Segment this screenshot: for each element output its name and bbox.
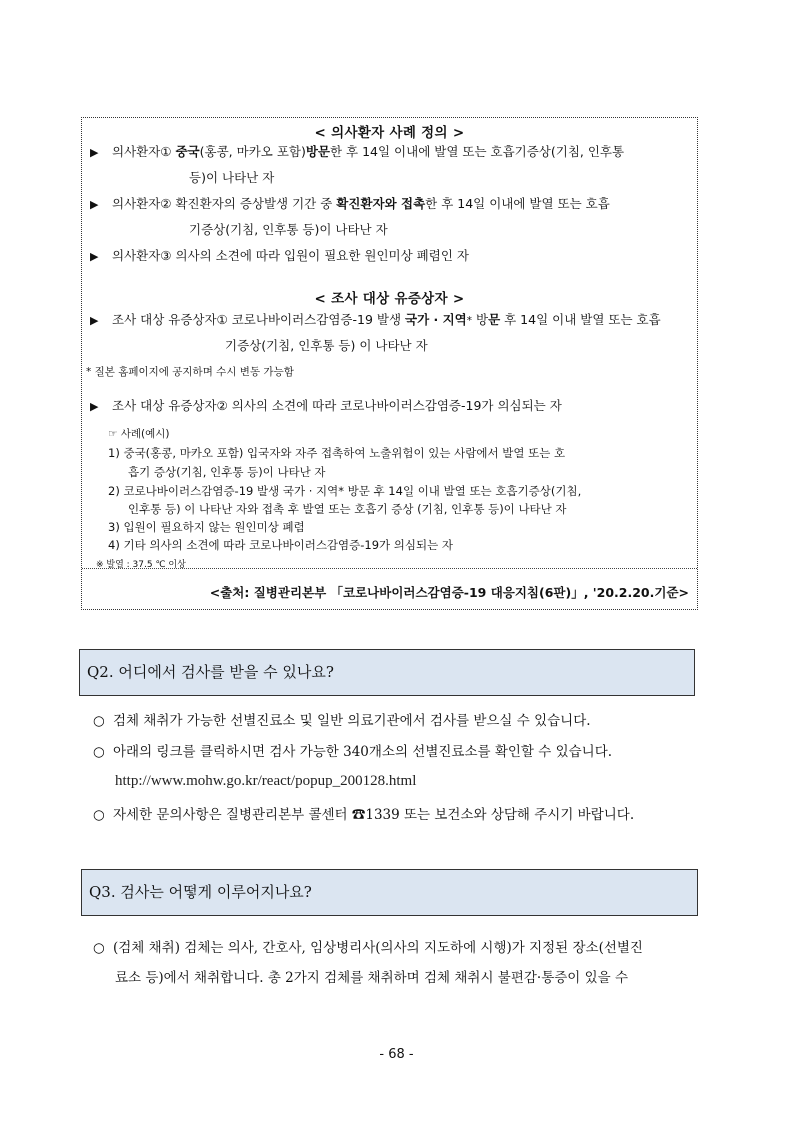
definition-item-3: ▶ 의사환자③ 의사의 소견에 따라 입원이 필요한 원인미상 폐렴인 자 <box>90 248 469 263</box>
definition-item-2-cont: 기증상(기침, 인후통 등)이 나타난 자 <box>189 222 388 237</box>
q2-answer-3: ○ 자세한 문의사항은 질병관리본부 콜센터 ☎1339 또는 보건소와 상담해 주시기 바랍니다. <box>93 807 635 823</box>
q3-answer-1-cont: 료소 등)에서 채취합니다. 총 2가지 검체를 채취하며 검체 채취시 불편감·통증이 있을 수 <box>115 970 629 986</box>
section-title-suspected: < 의사환자 사례 정의 > <box>314 125 465 141</box>
homepage-note: * 질본 홈페이지에 공지하며 수시 변동 가능함 <box>86 366 294 378</box>
circle-bullet-icon: ○ <box>93 807 105 823</box>
example-1: 1) 중국(홍콩, 마카오 포함) 입국자와 자주 접촉하여 노출위험이 있는 사람에서 발열 또는 호 <box>108 446 566 460</box>
circle-bullet-icon: ○ <box>93 713 105 729</box>
definition-item-1: ▶ 의사환자① 중국(홍콩, 마카오 포함)방문한 후 14일 이내에 발열 또는 호흡기증상(기침, 인후통 <box>90 144 625 159</box>
symptomatic-item-1: ▶ 조사 대상 유증상자① 코로나바이러스감염증-19 발생 국가 · 지역* 방문 후 14일 이내 발열 또는 호흡 <box>90 312 661 327</box>
source-citation: <출처: 질병관리본부 「코로나바이러스감염증-19 대응지침(6판)」, '20.2.20.기준> <box>209 585 689 600</box>
example-heading: ☞ 사례(예시) <box>108 428 170 440</box>
question-box-q3: Q3. 검사는 어떻게 이루어지나요? <box>81 869 698 916</box>
symptomatic-item-2: ▶ 조사 대상 유증상자② 의사의 소견에 따라 코로나바이러스감염증-19가 의심되는 자 <box>90 398 562 413</box>
definition-item-1-cont: 등)이 나타난 자 <box>189 170 275 185</box>
question-box-q2: Q2. 어디에서 검사를 받을 수 있나요? <box>79 649 695 696</box>
q2-answer-1: ○ 검체 채취가 가능한 선별진료소 및 일반 의료기관에서 검사를 받으실 수 있습니다. <box>93 713 591 729</box>
fever-note: ※ 발열 : 37.5 ℃ 이상 <box>96 560 186 570</box>
symptomatic-item-1-cont: 기증상(기침, 인후통 등) 이 나타난 자 <box>225 338 428 353</box>
page-number: - 68 - <box>379 1047 414 1062</box>
triangle-bullet-icon: ▶ <box>90 400 99 413</box>
example-1-cont: 흡기 증상(기침, 인후통 등)이 나타난 자 <box>128 465 326 479</box>
divider <box>82 568 697 569</box>
definition-box <box>81 117 698 610</box>
screening-clinic-link[interactable]: http://www.mohw.go.kr/react/popup_200128.html <box>115 773 417 789</box>
definition-item-2: ▶ 의사환자② 확진환자의 증상발생 기간 중 확진환자와 접촉한 후 14일 이내에 발열 또는 호흡 <box>90 196 610 211</box>
triangle-bullet-icon: ▶ <box>90 198 99 211</box>
circle-bullet-icon: ○ <box>93 744 105 760</box>
triangle-bullet-icon: ▶ <box>90 250 99 263</box>
section-title-symptomatic: < 조사 대상 유증상자 > <box>314 291 465 307</box>
q2-answer-2: ○ 아래의 링크를 클릭하시면 검사 가능한 340개소의 선별진료소를 확인할 수 있습니다. <box>93 744 613 760</box>
example-2: 2) 코로나바이러스감염증-19 발생 국가 · 지역* 방문 후 14일 이내 발열 또는 호흡기증상(기침, <box>108 484 582 498</box>
example-4: 4) 기타 의사의 소견에 따라 코로나바이러스감염증-19가 의심되는 자 <box>108 538 454 552</box>
triangle-bullet-icon: ▶ <box>90 314 99 327</box>
circle-bullet-icon: ○ <box>93 940 105 956</box>
example-3: 3) 입원이 필요하지 않는 원인미상 폐렴 <box>108 520 305 534</box>
triangle-bullet-icon: ▶ <box>90 146 99 159</box>
q3-answer-1: ○ (검체 채취) 검체는 의사, 간호사, 임상병리사(의사의 지도하에 시행)가 지정된 장소(선별진 <box>93 940 643 956</box>
example-2-cont: 인후통 등) 이 나타난 자와 접촉 후 발열 또는 호흡기 증상 (기침, 인후통 등)이 나타난 자 <box>128 502 567 516</box>
